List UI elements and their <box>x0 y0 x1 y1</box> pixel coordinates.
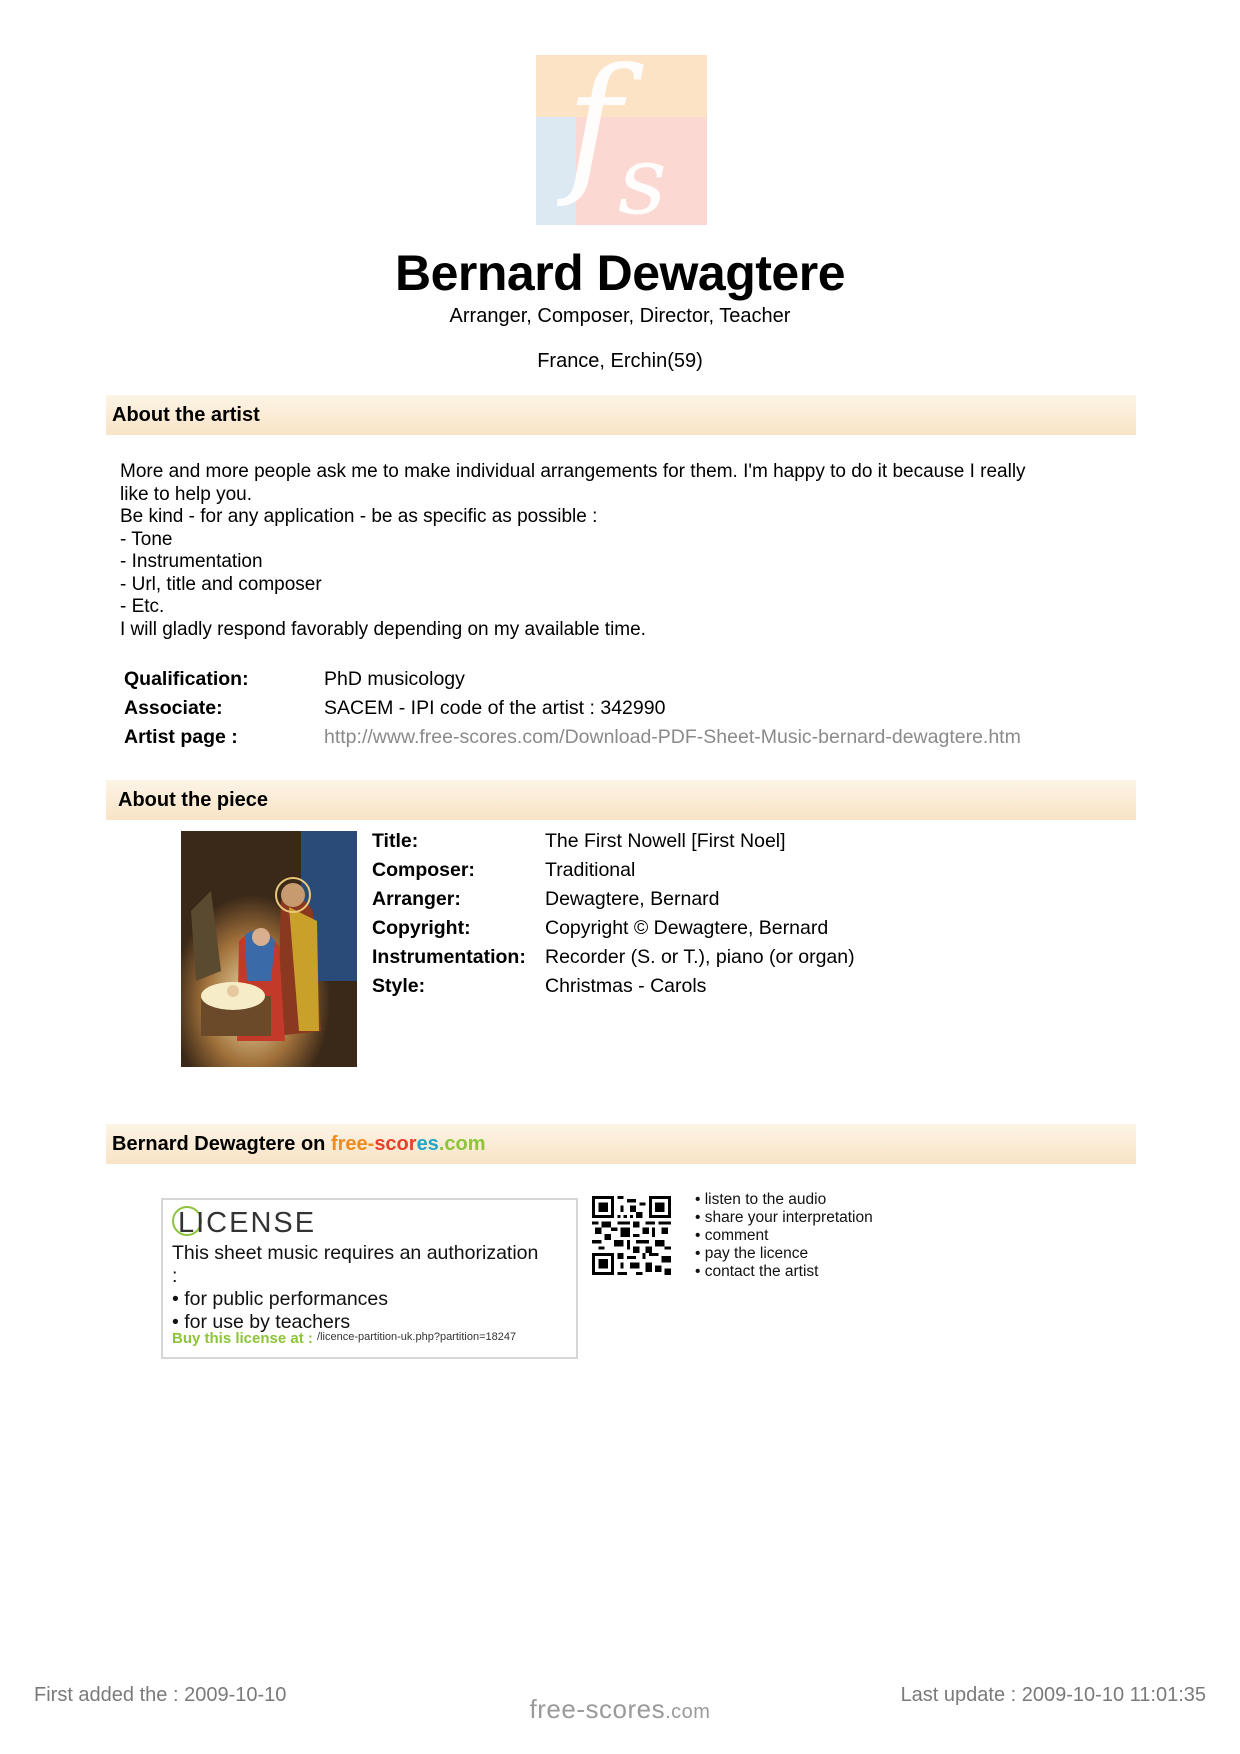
svg-text:f: f <box>566 55 622 211</box>
piece-row-arranger <box>372 888 972 917</box>
artist-bio <box>120 461 1140 641</box>
footer-logo-part: scor <box>585 1694 637 1724</box>
footer-first-added: First added the : 2009-10-10 <box>34 1684 287 1706</box>
license-title <box>172 1206 316 1240</box>
bio-line: I will gladly respond favorably depending on my available time. <box>120 618 646 640</box>
piece-value: Dewagtere, Bernard <box>545 888 720 910</box>
nativity-painting-image <box>181 831 357 1067</box>
freescores-features-list <box>695 1191 873 1281</box>
piece-label: Copyright: <box>372 917 471 939</box>
brand-part[interactable]: free- <box>330 1133 375 1155</box>
license-text <box>172 1242 572 1334</box>
piece-label: Composer: <box>372 859 475 881</box>
license-line: This sheet music requires an authorization <box>172 1242 539 1264</box>
piece-row-composer <box>372 859 972 888</box>
piece-label: Style: <box>372 975 426 997</box>
license-line: • for use by teachers <box>172 1311 351 1333</box>
piece-value: Recorder (S. or T.), piano (or organ) <box>545 946 855 968</box>
piece-row-copyright <box>372 917 972 946</box>
piece-label: Title: <box>372 830 419 852</box>
license-buy <box>172 1330 516 1347</box>
footer-last-update: Last update : 2009-10-10 11:01:35 <box>900 1684 1206 1706</box>
bio-line: - Tone <box>120 528 173 550</box>
bio-line: - Url, title and composer <box>120 573 322 595</box>
info-label: Associate: <box>124 697 223 719</box>
info-value: PhD musicology <box>324 668 465 690</box>
info-value: SACEM - IPI code of the artist : 342990 <box>324 697 666 719</box>
info-row-artist-page <box>124 726 1124 755</box>
info-row-qualification <box>124 668 1124 697</box>
license-line: : <box>172 1265 178 1287</box>
piece-row-style <box>372 975 972 1004</box>
section-about-piece: About the piece <box>106 780 1136 820</box>
feature-contact-artist[interactable]: • contact the artist <box>695 1263 819 1280</box>
footer-logo-part: .com <box>665 1701 711 1723</box>
qr-code-icon[interactable] <box>592 1196 671 1275</box>
svg-text:s: s <box>618 126 667 225</box>
info-label: Qualification: <box>124 668 249 690</box>
piece-value: Traditional <box>545 859 636 881</box>
piece-value: Copyright © Dewagtere, Bernard <box>545 917 829 939</box>
piece-label: Arranger: <box>372 888 461 910</box>
license-buy-link[interactable]: /licence-partition-uk.php?partition=18247 <box>317 1331 517 1343</box>
brand-part[interactable]: es <box>416 1133 439 1155</box>
section-on-freescores <box>106 1124 1136 1164</box>
piece-row-title <box>372 830 972 859</box>
license-buy-label: Buy this license at : <box>172 1330 313 1347</box>
artist-location: France, Erchin(59) <box>537 350 703 372</box>
info-label: Artist page : <box>124 726 238 748</box>
bio-line: - Etc. <box>120 596 165 617</box>
footer-logo-part: free- <box>529 1694 586 1724</box>
bio-line: like to help you. <box>120 483 253 505</box>
section-title-prefix: Bernard Dewagtere on <box>112 1133 331 1155</box>
section-about-artist: About the artist <box>106 395 1136 435</box>
piece-row-instrumentation <box>372 946 972 975</box>
footer-logo-part: es <box>636 1694 666 1724</box>
brand-part[interactable]: scor <box>374 1133 417 1155</box>
piece-value: Christmas - Carols <box>545 975 707 997</box>
piece-value: The First Nowell [First Noel] <box>545 830 786 852</box>
fs-logo-icon <box>536 55 707 225</box>
feature-share-interpretation[interactable]: • share your interpretation <box>695 1209 873 1226</box>
feature-listen-audio[interactable]: • listen to the audio <box>695 1191 827 1208</box>
footer-freescores-logo <box>0 1694 1240 1725</box>
feature-comment[interactable]: • comment <box>695 1227 769 1244</box>
license-box <box>161 1198 578 1359</box>
license-title-text: LICENSE <box>178 1207 317 1239</box>
artist-roles: Arranger, Composer, Director, Teacher <box>449 305 791 327</box>
bio-line: Be kind - for any application - be as specific as possible : <box>120 506 598 527</box>
info-row-associate <box>124 697 1124 726</box>
bio-line: - Instrumentation <box>120 551 263 572</box>
artist-name: Bernard Dewagtere <box>395 245 845 301</box>
brand-part[interactable]: .com <box>438 1133 486 1155</box>
piece-label: Instrumentation: <box>372 946 526 968</box>
artist-page-link[interactable]: http://www.free-scores.com/Download-PDF-Sheet-Music-bernard-dewagtere.htm <box>324 726 1021 748</box>
bio-line: More and more people ask me to make individual arrangements for them. I'm happy to do it because I really <box>120 461 1026 482</box>
license-line: • for public performances <box>172 1288 389 1310</box>
feature-pay-licence[interactable]: • pay the licence <box>695 1245 809 1262</box>
